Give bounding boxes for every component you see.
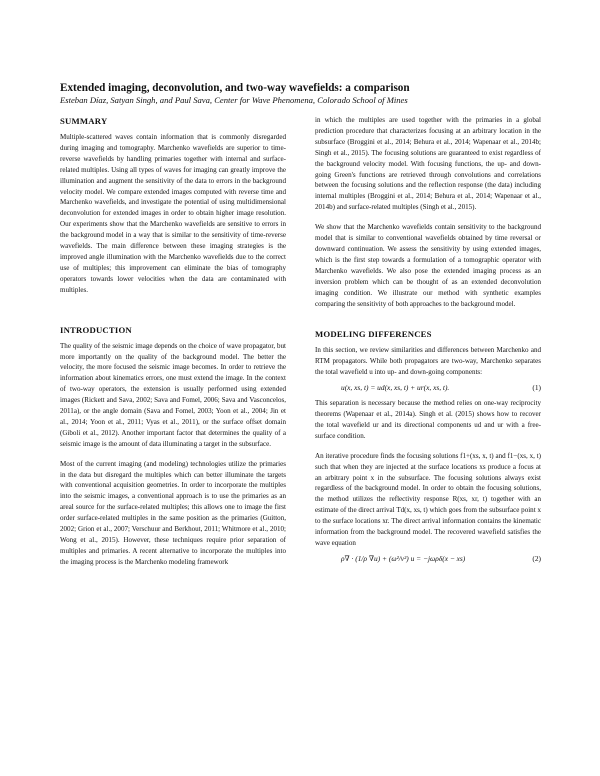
paper-title: Extended imaging, deconvolution, and two-way wavefields: a comparison bbox=[60, 82, 410, 94]
introduction-heading: INTRODUCTION bbox=[60, 324, 132, 335]
modeling-differences-heading: MODELING DIFFERENCES bbox=[315, 329, 432, 340]
left-column bbox=[60, 110, 286, 568]
introduction-paragraph-1: The quality of the seismic image depends on the choice of wave propagator, but more importantly on the quality of the background model. The better the velocity, the more focused the seismic image becomes. In order to retrieve the information about kinematics errors, one must extend the image. In the context of two-way operators, the extension is usually performed using extended images (Rickett and Sava, 2002; Sava and Fomel, 2006; Sava and Vasconcelos, 2011a), or the angle domain (Sava and Fomel, 2003; Yoon et al., 2004; Jin et al., 2014; Yoon et al., 2011; Vyas et al., 2011), or the surface offset domain (Giboli et al., 2012). Another important factor that determines the quality of a seismic image is the amount of data illuminating a target in the subsurface. bbox=[60, 341, 286, 448]
equation-1-body: u(x, xs, t) = ud(x, xs, t) + ur(x, xs, t). bbox=[341, 383, 450, 393]
right-column bbox=[315, 110, 541, 569]
modeling-paragraph-3: An iterative procedure finds the focusing solutions f1+(xs, x, t) and f1−(xs, x, t) such that when they are injected at the surface locations xs produce a focus at an arbitrary point x in the subsurface. The focusing solutions always exist regardless of the background model. In order to obtain the focusing solutions, the method utilizes the reflectivity response R(xs, xr, t) together with an estimate of the direct arrival Td(x, xs, t) which goes from the subsurface point x to the surface locations xr. The direct arrival information contains the kinematic information from the background model. The recovered wavefield satisfies the wave equation bbox=[315, 451, 541, 547]
equation-2-body: ρ∇ · (1/ρ ∇u) + (ω²/v²) u = −jωρδ(x − xs) bbox=[341, 553, 466, 563]
modeling-paragraph-1: In this section, we review similarities and differences between Marchenko and RTM propagators. While both propagators are two-way, Marchenko separates the total wavefield u into up- and down-going components: bbox=[315, 346, 541, 377]
equation-1 bbox=[315, 382, 541, 394]
introduction-paragraph-2: Most of the current imaging (and modeling) technologies utilize the primaries in the data but disregard the multiples which can better illuminate the targets with conventional acquisition geometries. In order to incorporate the multiples into the seismic images, a conventional approach is to use the primaries as an areal source for the surface-related multiples; this allows one to image the first order surface-related multiples in the same position as the primaries (Guitton, 2002; Grion et al., 2007; Verschuur and Berkhout, 2011; Whitmore et al., 2010; Wong et al., 2015). However, these techniques require prior separation of multiples and primaries. A recent alternative to incorporate the multiples into the imaging process is the Marchenko modeling framework bbox=[60, 459, 286, 566]
summary-heading: SUMMARY bbox=[60, 116, 108, 126]
intro-continued-paragraph: in which the multiples are used together with the primaries in a global prediction procedure that characterizes focusing at an arbitrary location in the subsurface (Broggini et al., 2014; Behura et al., 2014; Wapenaar et al., 2014b; Singh et al., 2015). The focusing solutions are guaranteed to exist regardless of the background velocity model. With focusing functions, the up- and down-going Green's functions are retrieved through convolutions and correlations between the focusing solutions and the reflection response (the data) including internal multiples (Broggini et al., 2014; Behura et al., 2014; Wapenaar et al., 2014b) and surface-related multiples (Singh et al., 2015). bbox=[315, 116, 541, 212]
equation-2-number: (2) bbox=[532, 553, 541, 563]
summary-paragraph: Multiple-scattered waves contain information that is commonly disregarded during imaging and tomography. Marchenko wavefields are superior to time-reverse wavefields by handling primaries together with internal and surface-related multiples. Using all types of waves for imaging can greatly improve the illumination and augment the sensitivity of the data to errors in the background velocity model. We compare extended images computed with reverse time and Marchenko wavefields, and investigate the potential of using multidimensional deconvolution for extended images in order to obtain higher image resolution. Our experiments show that the Marchenko wavefields are sensitive to errors in the background model in a way that is similar to the sensitivity of time-reverse wavefields. The main difference between these imaging strategies is the improved angle illumination with the Marchenko wavefields due to the correct use of multiples; this improvement can eliminate the bias of tomography operators towards lower velocities when the data are contaminated with multiples. bbox=[60, 133, 286, 294]
equation-2 bbox=[315, 553, 541, 565]
paper-authors: Esteban Díaz, Satyan Singh, and Paul Sava, Center for Wave Phenomena, Colorado School of Mines bbox=[60, 95, 408, 105]
equation-1-number: (1) bbox=[532, 383, 541, 393]
modeling-paragraph-2: This separation is necessary because the method relies on one-way reciprocity theorems (Wapenaar et al., 2014a). Singh et al. (2015) shows how to recover the total wavefield ur and its directional components ud and ur with a free-surface condition. bbox=[315, 399, 541, 440]
contribution-paragraph: We show that the Marchenko wavefields contain sensitivity to the background model that is similar to conventional wavefields obtained by time reversal or downward continuation. We assess the sensitivity by using extended images, which is the first step towards a formulation of a tomographic operator with Marchenko wavefields. We also pose the extended imaging process as an inversion problem which can be thought of as an extended deconvolution imaging condition. We illustrate our method with synthetic examples comparing the sensitivity of both approaches to the background model. bbox=[315, 223, 541, 308]
